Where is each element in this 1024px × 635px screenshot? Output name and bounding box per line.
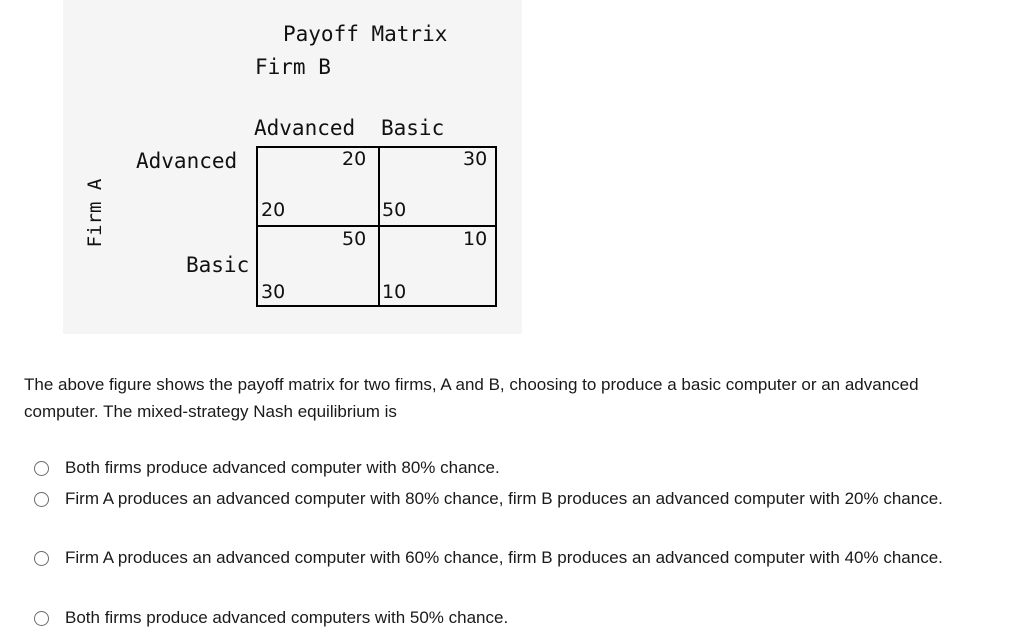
column-player-label: Firm B [255, 55, 331, 79]
payoff-adv-basic-firm-a: 50 [382, 199, 407, 221]
answer-option-label: Both firms produce advanced computers with 50% chance. [65, 608, 509, 627]
payoff-adv-adv-firm-b: 20 [342, 148, 367, 170]
grid-divider-horizontal [258, 225, 495, 227]
payoff-basic-basic-firm-a: 10 [382, 281, 407, 303]
question-text: The above figure shows the payoff matrix for two firms, A and B, choosing to produce a basic computer or an advanced computer. The mixed-strategy Nash equilibrium is [24, 375, 919, 421]
payoff-adv-adv-firm-a: 20 [261, 199, 286, 221]
payoff-basic-adv-firm-b: 50 [342, 228, 367, 250]
payoff-grid [256, 146, 497, 307]
row-header-basic: Basic [186, 253, 250, 277]
payoff-matrix-figure [63, 0, 522, 334]
payoff-basic-basic-firm-b: 10 [463, 228, 488, 250]
payoff-adv-basic-firm-b: 30 [463, 148, 488, 170]
answer-option-label: Firm A produces an advanced computer with 60% chance, firm B produces an advanced computer with 40% chance. [65, 548, 943, 567]
answer-option-label: Both firms produce advanced computer with 80% chance. [65, 458, 500, 477]
figure-title: Payoff Matrix [283, 22, 448, 46]
column-header-advanced: Advanced [254, 116, 356, 140]
radio-button-icon[interactable] [34, 611, 49, 626]
answer-option-label: Firm A produces an advanced computer with 80% chance, firm B produces an advanced computer with 20% chance. [65, 489, 943, 508]
radio-button-icon[interactable] [34, 492, 49, 507]
row-header-advanced: Advanced [136, 149, 238, 173]
radio-button-icon[interactable] [34, 551, 49, 566]
row-player-label: Firm A [84, 178, 106, 248]
radio-button-icon[interactable] [34, 461, 49, 476]
column-header-basic: Basic [381, 116, 445, 140]
payoff-basic-adv-firm-a: 30 [261, 281, 286, 303]
